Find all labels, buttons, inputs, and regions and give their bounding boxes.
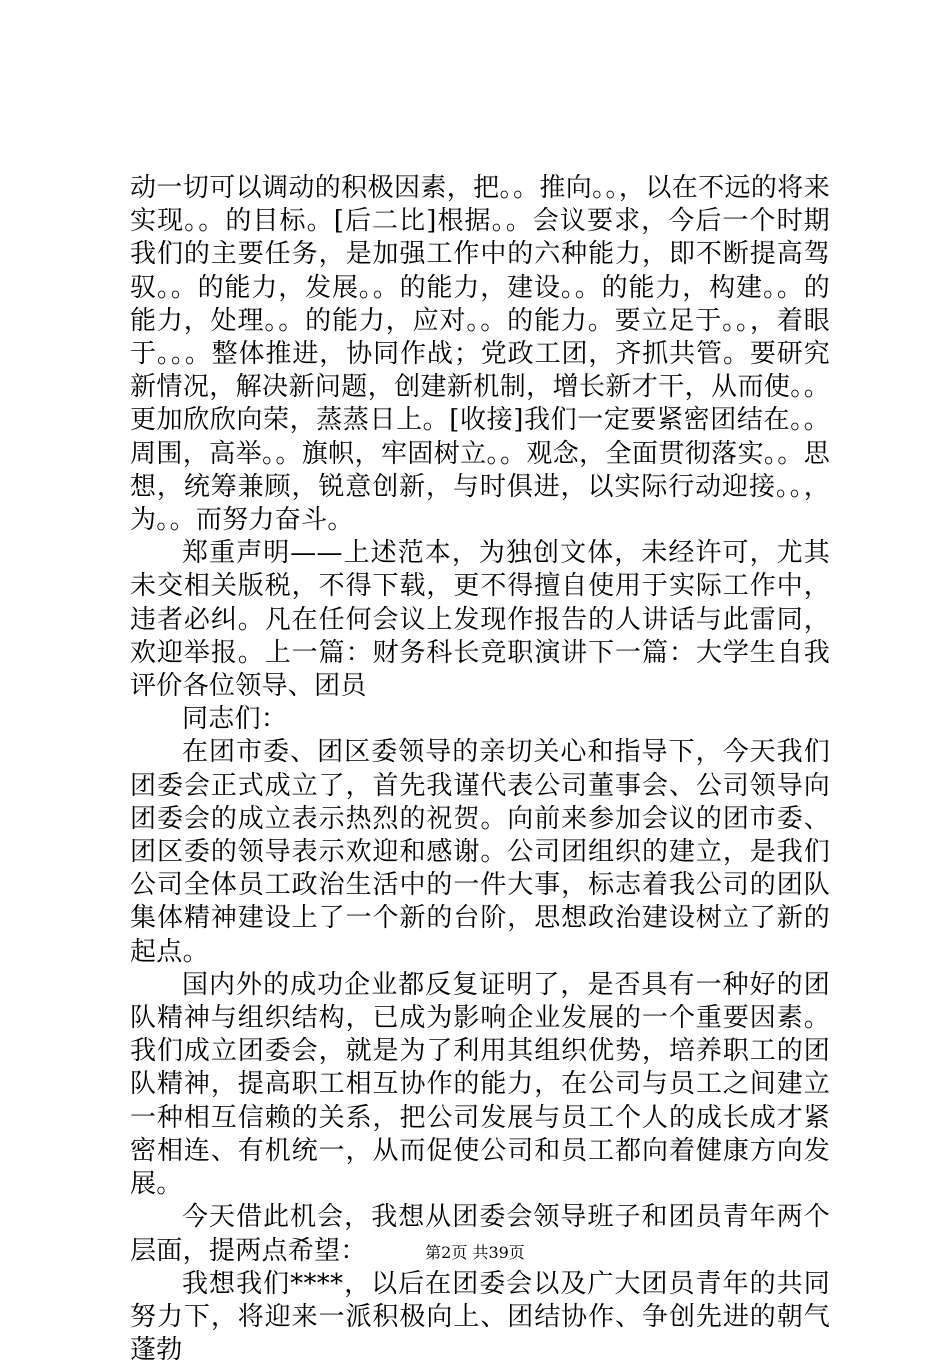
paragraph-opening: 在团市委、团区委领导的亲切关心和指导下，今天我们团委会正式成立了，首先我谨代表公司董事会、公司领导向团委会的成立表示热烈的祝贺。向前来参加会议的团市委、团区委的领导表示欢迎和感谢。公司团组织的建立，是我们公司全体员工政治生活中的一件大事，标志着我公司的团队集体精神建设上了一个新的台阶，思想政治建设树立了新的起点。: [130, 737, 830, 967]
paragraph-future: 我想我们****，以后在团委会以及广大团员青年的共同努力下，将迎来一派积极向上、团结协作、争创先进的朝气蓬勃: [130, 1268, 830, 1366]
page-footer: 第2页 共39页: [425, 1243, 525, 1262]
paragraph-salutation: 同志们：: [182, 704, 288, 735]
paragraph-team-spirit: 国内外的成功企业都反复证明了，是否具有一种好的团队精神与组织结构，已成为影响企业发展的一个重要因素。我们成立团委会，就是为了利用其组织优势，培养职工的团队精神，提高职工相互协作的能力，在公司与员工之间建立一种相互信赖的关系，把公司发展与员工个人的成长成才紧密相连、有机统一，从而促使公司和员工都向着健康方向发展。: [130, 969, 830, 1200]
document-body: [130, 172, 830, 1367]
paragraph-disclaimer: 郑重声明——上述范本，为独创文体，未经许可，尤其未交相关版税，不得下载，更不得擅自使用于实际工作中，违者必纠。凡在任何会议上发现作报告的人讲话与此雷同，欢迎举报。上一篇：财务科长竞职演讲下一篇：大学生自我评价各位领导、团员: [130, 538, 830, 702]
paragraph-continuation: 动一切可以调动的积极因素，把。。推向。。，以在不远的将来实现。。的目标。[后二比]根据。。会议要求，今后一个时期我们的主要任务，是加强工作中的六种能力，即不断提高驾驭。。的能力，发展。。的能力，建设。。的能力，构建。。的能力，处理。。的能力，应对。。的能力。要立足于。。，着眼于。。。整体推进，协同作战；党政工团，齐抓共管。要研究新情况，解决新问题，创建新机制，增长新才干，从而使。。更加欣欣向荣，蒸蒸日上。[收接]我们一定要紧密团结在。。周围，高举。。旗帜，牢固树立。。观念，全面贯彻落实。。思想，统筹兼顾，锐意创新，与时俱进，以实际行动迎接。。，为。。而努力奋斗。: [130, 173, 830, 536]
paragraph-hopes: 今天借此机会，我想从团委会领导班子和团员青年两个层面，提两点希望：: [130, 1202, 830, 1266]
